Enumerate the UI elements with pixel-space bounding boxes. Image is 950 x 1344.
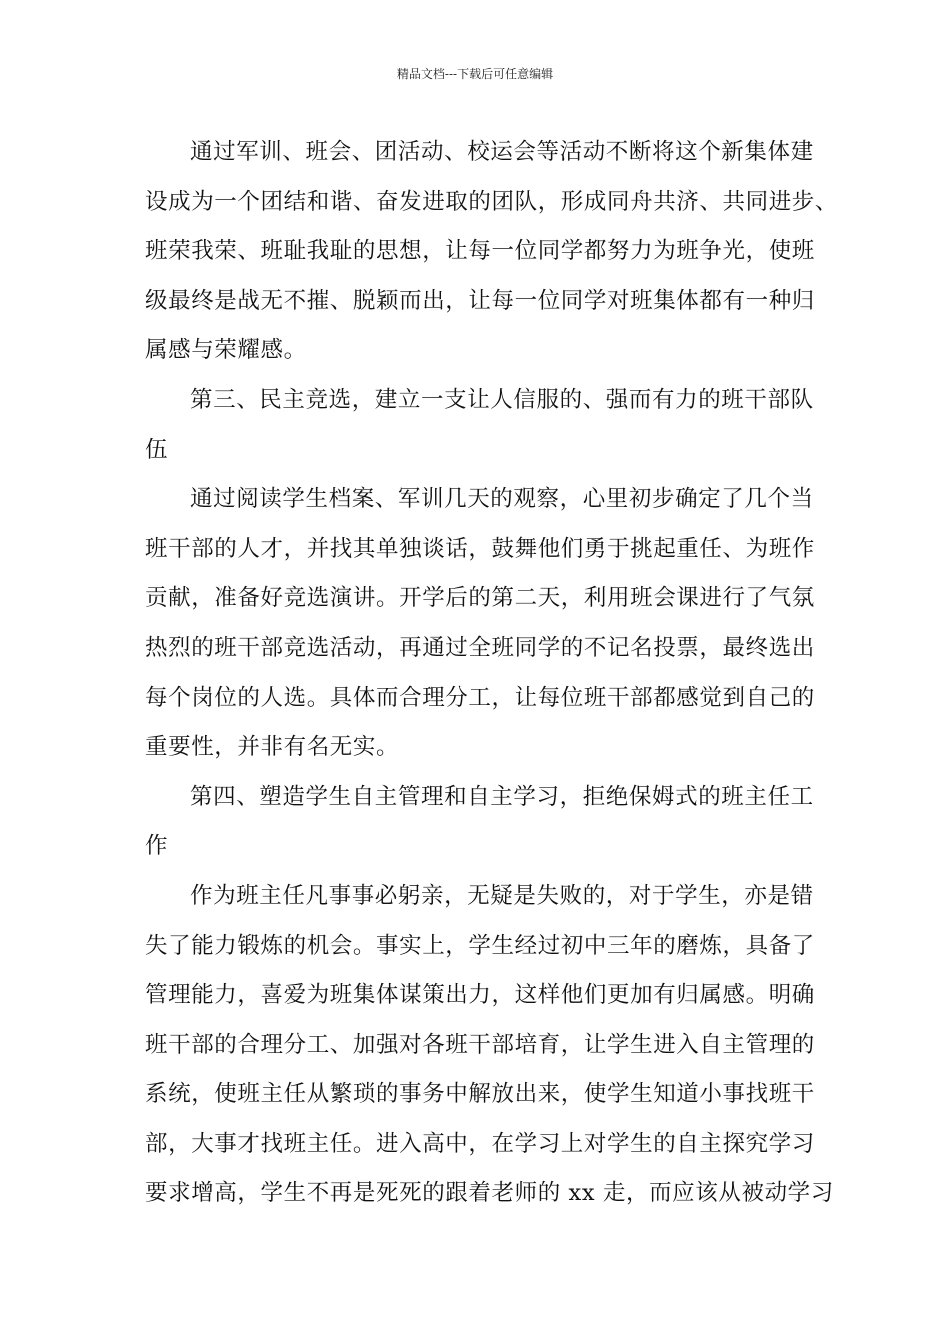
paragraph-1-line-2: 设成为一个团结和谐、奋发进取的团队，形成同舟共济、共同进步、 [145, 188, 839, 215]
paragraph-3-line-5: 系统，使班主任从繁琐的事务中解放出来，使学生知道小事找班干 [145, 1081, 815, 1108]
paragraph-3-line-3: 管理能力，喜爱为班集体谋策出力，这样他们更加有归属感。明确 [145, 982, 815, 1009]
paragraph-1-line-5: 属感与荣耀感。 [145, 337, 307, 364]
paragraph-2-line-4: 热烈的班干部竞选活动，再通过全班同学的不记名投票，最终选出 [145, 634, 815, 661]
paragraph-2-line-3: 贡献，准备好竞选演讲。开学后的第二天，利用班会课进行了气氛 [145, 585, 815, 612]
section-3-heading-line-1: 第三、民主竞选，建立一支让人信服的、强而有力的班干部队 [190, 386, 814, 413]
paragraph-2-line-1: 通过阅读学生档案、军训几天的观察，心里初步确定了几个当 [190, 486, 814, 513]
paragraph-3-line-2: 失了能力锻炼的机会。事实上，学生经过初中三年的磨炼，具备了 [145, 932, 815, 959]
paragraph-3-line-4: 班干部的合理分工、加强对各班干部培育，让学生进入自主管理的 [145, 1031, 815, 1058]
paragraph-1-line-1: 通过军训、班会、团活动、校运会等活动不断将这个新集体建 [190, 139, 814, 165]
paragraph-2-line-5: 每个岗位的人选。具体而合理分工，让每位班干部都感觉到自己的 [145, 684, 815, 711]
section-4-heading-line-2: 作 [145, 833, 169, 860]
page-header: 精品文档---下载后可任意编辑 [396, 67, 554, 81]
paragraph-3-line-6: 部，大事才找班主任。进入高中，在学习上对学生的自主探究学习 [145, 1130, 815, 1157]
paragraph-3-line-7: 要求增高，学生不再是死死的跟着老师的 xx 走，而应该从被动学习 [145, 1180, 834, 1207]
section-3-heading-line-2: 伍 [145, 436, 169, 463]
paragraph-1-line-4: 级最终是战无不摧、脱颖而出，让每一位同学对班集体都有一种归 [145, 287, 815, 314]
paragraph-2-line-6: 重要性，并非有名无实。 [145, 734, 400, 761]
paragraph-2-line-2: 班干部的人才，并找其单独谈话，鼓舞他们勇于挑起重任、为班作 [145, 535, 815, 562]
section-4-heading-line-1: 第四、塑造学生自主管理和自主学习，拒绝保姆式的班主任工 [190, 783, 814, 810]
document-body [145, 133, 839, 1224]
paragraph-1-line-3: 班荣我荣、班耻我耻的思想，让每一位同学都努力为班争光，使班 [145, 238, 815, 265]
paragraph-3-line-1: 作为班主任凡事事必躬亲，无疑是失败的，对于学生，亦是错 [190, 882, 814, 909]
